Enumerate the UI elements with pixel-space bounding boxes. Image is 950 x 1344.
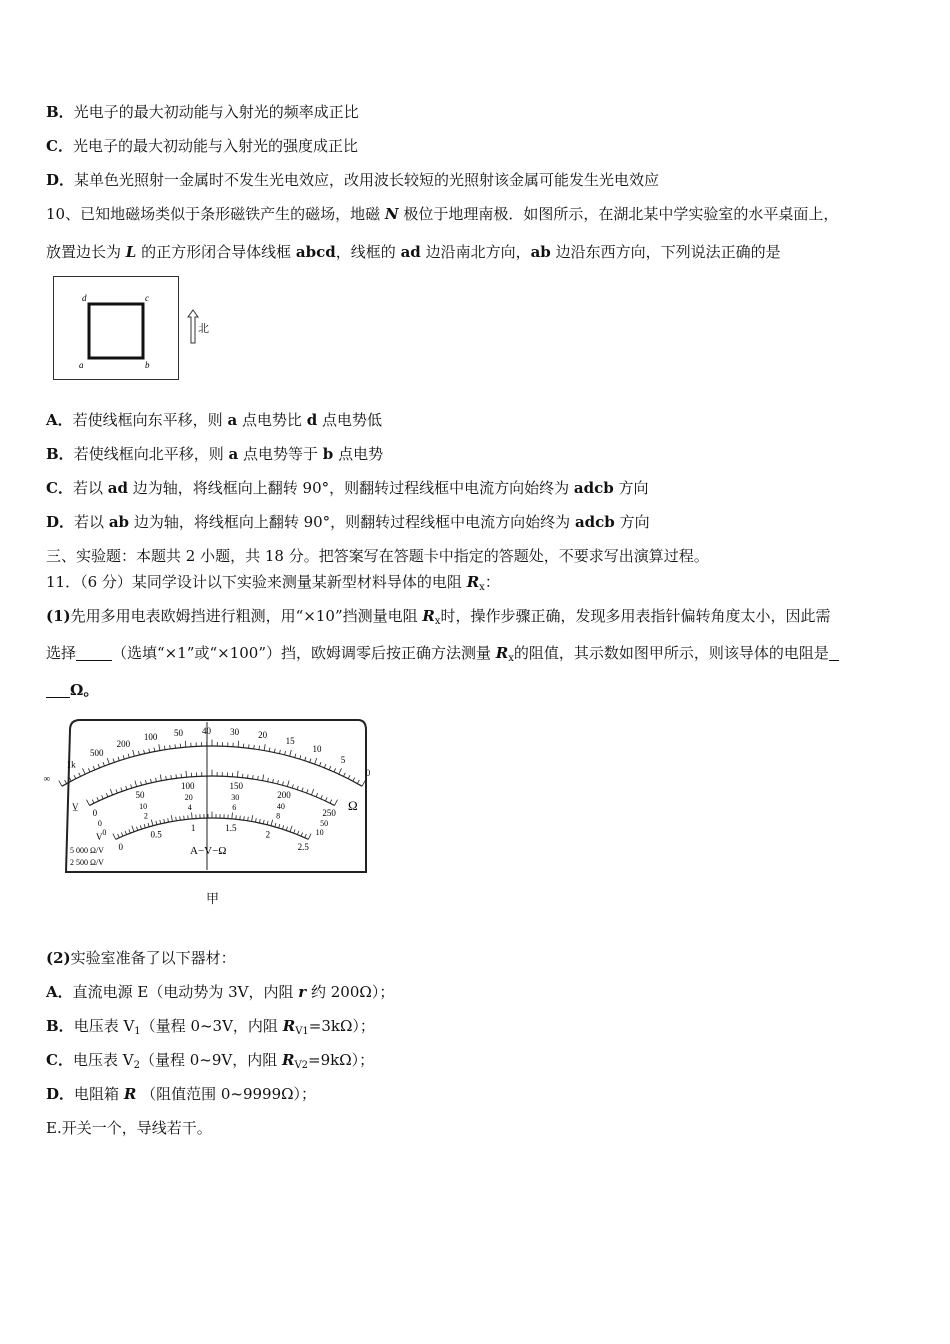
dc-scale-label: 250 (322, 808, 336, 819)
ohm-scale-label: ∞ (43, 773, 50, 784)
q11-number: 11． (46, 573, 81, 591)
q10-stem-text: ，线框的 (335, 243, 396, 261)
dc-scale-label: 100 (180, 781, 195, 792)
item-text: 电阻箱 (74, 1085, 120, 1103)
part-label: (2) (46, 949, 71, 967)
ac-symbol: V (96, 832, 103, 842)
ac-scale-tick (244, 816, 245, 820)
option-key: B． (46, 445, 74, 463)
dc-scale-tick (176, 774, 177, 778)
ohm-scale-label: 100 (143, 732, 158, 743)
point-label: a (228, 445, 239, 463)
dc-scale-label-c: 6 (232, 803, 237, 813)
item-key: B． (46, 1017, 74, 1035)
ac-scale-tick (232, 812, 233, 818)
option-key: C． (46, 479, 73, 497)
option-key: D． (46, 171, 75, 189)
q10-figure (53, 276, 213, 386)
equipment-item-b (46, 1016, 375, 1042)
q11-stem-text: ： (484, 573, 500, 591)
q10-option-c (46, 478, 649, 498)
ohm-scale-tick (170, 745, 171, 749)
dc-scale-tick (248, 774, 249, 778)
sensitivity-2: 2 500 Ω/V (70, 858, 104, 867)
option-text: 边为轴，将线框向上翻转 90°，则翻转过程线框中电流方向始终为 (133, 513, 571, 531)
dc-scale-label-c: 0 (102, 827, 107, 837)
symbol-r: R (495, 644, 509, 662)
item-text: （量程 0~3V，内阻 (140, 1017, 278, 1035)
ohm-scale-label: 30 (230, 726, 240, 737)
ac-scale-tick (180, 816, 181, 820)
item-text: （阻值范围 0~9999Ω）； (141, 1085, 317, 1103)
dc-scale-label: 150 (229, 781, 244, 792)
option-key: D． (46, 513, 75, 531)
dc-scale-label-b: 30 (231, 793, 240, 803)
option-text: 光电子的最大初动能与入射光的强度成正比 (72, 137, 358, 155)
symbol-abcd: abcd (295, 243, 336, 261)
figure-caption: 甲 (206, 892, 220, 907)
equipment-item-e (46, 1118, 212, 1138)
answer-blank-range[interactable] (76, 644, 112, 661)
q10-option-d (46, 512, 650, 532)
symbol-n: N (384, 205, 399, 223)
dc-symbol: V̲ (72, 802, 79, 812)
option-text: 点电势等于 (243, 445, 319, 463)
ac-scale-label: 1.5 (225, 822, 237, 833)
ohm-scale-tick (65, 780, 67, 783)
q11-part1-line2 (46, 643, 839, 669)
subscript: V2 (294, 1060, 309, 1071)
part-text: 的阻值，其示数如图甲所示，则该导体的电阻是 (513, 644, 829, 662)
q9-option-d (46, 170, 659, 190)
ohm-scale-label: 40 (202, 726, 212, 737)
item-key: D． (46, 1085, 75, 1103)
symbol-r: R (281, 1051, 295, 1069)
part-text: 实验室准备了以下器材： (70, 949, 236, 967)
subscript: x (508, 653, 514, 664)
q10-number: 10、 (46, 205, 81, 223)
item-key: A． (46, 983, 73, 1001)
option-key: A． (46, 411, 73, 429)
q11-part2-heading (46, 948, 236, 968)
option-text: 点电势低 (322, 411, 383, 429)
q10-stem-text: 的正方形闭合导体线框 (141, 243, 292, 261)
direction-label: adcb (574, 513, 615, 531)
option-key: B． (46, 103, 74, 121)
multimeter-dial (43, 716, 372, 912)
item-text: E.开关一个，导线若干。 (46, 1119, 212, 1137)
symbol-r: R (466, 573, 480, 591)
dc-scale-label-b: 50 (320, 818, 329, 828)
q10-stem-text: 放置边长为 (46, 243, 122, 261)
ohm-scale-label: 50 (173, 727, 183, 738)
dc-scale-label-c: 2 (143, 811, 148, 821)
part-text: 选择 (46, 644, 77, 662)
corner-b-label: b (145, 360, 150, 370)
option-text: 光电子的最大初动能与入射光的频率成正比 (73, 103, 359, 121)
option-text: 若以 (72, 479, 103, 497)
ac-scale-label: 2 (265, 829, 271, 840)
equipment-item-a (46, 982, 394, 1002)
subscript: V1 (295, 1026, 309, 1037)
subscript: x (434, 616, 441, 627)
option-text: 点电势 (338, 445, 384, 463)
ohm-scale-tick (254, 745, 255, 749)
direction-label: adcb (573, 479, 614, 497)
corner-d-label: d (82, 293, 87, 303)
item-text: =9kΩ）； (308, 1051, 375, 1069)
dc-scale-label-b: 10 (139, 801, 148, 811)
part-label: (1) (46, 607, 71, 625)
axis-label: ab (108, 513, 130, 531)
option-text: 某单色光照射一金属时不发生光电效应，改用波长较短的光照射该金属可能发生光电效应 (74, 171, 660, 189)
ohm-scale-label: 20 (258, 730, 268, 741)
unit-label: Ω。 (70, 681, 99, 699)
symbol-r: R (123, 1085, 137, 1103)
section-heading: 三、实验题：本题共 2 小题，共 18 分。把答案写在答题卡中指定的答题处，不要求写出演算过程。 (46, 547, 709, 565)
item-text: 电压表 V (73, 1017, 135, 1035)
dc-scale-label-b: 20 (184, 793, 193, 803)
option-text: 若使线框向东平移，则 (72, 411, 223, 429)
option-key: C． (46, 137, 73, 155)
figure-border (54, 277, 179, 380)
dc-scale-label-b: 0 (97, 818, 102, 828)
item-key: C． (46, 1051, 73, 1069)
part-text: （选填“×1”或“×100”）挡，欧姆调零后按正确方法测量 (112, 644, 492, 662)
ohm-scale-label: 15 (285, 735, 295, 746)
q11-score: （6 分） (80, 573, 132, 591)
ohm-scale-label: 0 (365, 767, 371, 778)
ac-scale-label: 1 (190, 822, 196, 833)
dc-scale-label-c: 8 (276, 811, 281, 821)
q9-option-c (46, 136, 358, 156)
dc-scale-label-c: 10 (315, 827, 324, 837)
symbol-ad: ad (400, 243, 421, 261)
subscript: x (479, 582, 485, 593)
equipment-item-c (46, 1050, 374, 1076)
q11-part1-line3 (46, 680, 98, 700)
wire-frame (89, 304, 143, 358)
dc-scale-label-b: 40 (276, 801, 285, 811)
q9-option-b (46, 102, 359, 122)
q10-stem-text: 极位于地理南极．如图所示，在湖北某中学实验室的水平桌面上， (403, 205, 839, 223)
q10-option-a (46, 410, 382, 430)
point-label: d (306, 411, 318, 429)
item-text: 电压表 V (72, 1051, 134, 1069)
q10-stem-text: 边沿南北方向， (425, 243, 531, 261)
option-text: 若使线框向北平移，则 (73, 445, 224, 463)
dc-scale-label: 200 (277, 790, 291, 801)
item-text: 直流电源 E（电动势为 3V，内阻 (72, 983, 294, 1001)
equipment-item-d (46, 1084, 316, 1104)
option-text: 若以 (74, 513, 105, 531)
axis-label: ad (107, 479, 128, 497)
part-text: 先用多用电表欧姆挡进行粗测，用“×10”挡测量电阻 (70, 607, 418, 625)
q10-option-b (46, 444, 383, 464)
ohm-symbol: Ω (348, 798, 358, 813)
ohm-scale-tick (185, 741, 186, 747)
symbol-r: R (422, 607, 435, 625)
ac-scale-tick (192, 812, 193, 818)
option-text: 方向 (618, 479, 649, 497)
q10-stem-text: 边沿东西方向，下列说法正确的是 (555, 243, 781, 261)
option-text: 边为轴，将线框向上翻转 90°，则翻转过程线框中电流方向始终为 (132, 479, 570, 497)
point-label: b (322, 445, 334, 463)
q11-part1-line1 (46, 606, 831, 632)
corner-a-label: a (79, 360, 84, 370)
item-text: 约 200Ω）； (310, 983, 395, 1001)
ohm-scale-label: 1k (66, 759, 76, 770)
ohm-scale-label: 200 (116, 738, 131, 749)
part-text: 时，操作步骤正确，发现多用表指针偏转角度太小，因此需 (440, 607, 831, 625)
ohm-scale-label: 10 (312, 744, 322, 755)
subscript: 1 (134, 1026, 141, 1037)
q10-stem-text: 已知地磁场类似于条形磁铁产生的磁场，地磁 (80, 205, 381, 223)
subscript: 2 (133, 1060, 140, 1071)
q10-stem-line2 (46, 242, 781, 262)
sensitivity-1: 5 000 Ω/V (70, 846, 104, 855)
item-text: （量程 0~9V，内阻 (139, 1051, 278, 1069)
point-label: a (227, 411, 238, 429)
ohm-scale-label: 5 (340, 754, 346, 765)
ohm-scale-tick (238, 741, 239, 747)
symbol-ab: ab (530, 243, 551, 261)
symbol-l: L (125, 243, 137, 261)
ohm-scale-tick (59, 781, 62, 787)
option-text: 点电势比 (241, 411, 302, 429)
q10-stem-line1 (46, 204, 838, 224)
center-label: A−V−Ω (190, 845, 227, 857)
answer-blank-resistance[interactable] (829, 644, 839, 661)
ac-scale-label: 2.5 (297, 842, 309, 853)
symbol-r: R (282, 1017, 296, 1035)
corner-c-label: c (145, 293, 149, 303)
answer-blank-resistance-cont[interactable] (46, 681, 70, 698)
dc-scale-label: 0 (92, 808, 98, 819)
q11-stem (46, 572, 500, 598)
ac-scale-label: 0.5 (150, 829, 162, 840)
dc-scale-label: 50 (135, 790, 145, 801)
north-label: 北 (198, 322, 209, 335)
option-text: 方向 (619, 513, 650, 531)
item-text: =3kΩ）； (308, 1017, 375, 1035)
ohm-scale-label: 500 (90, 748, 104, 759)
ac-scale-label: 0 (118, 842, 123, 853)
symbol-r-small: r (298, 983, 307, 1001)
dc-scale-label-c: 4 (187, 803, 192, 813)
q11-stem-text: 某同学设计以下实验来测量某新型材料导体的电阻 (131, 573, 462, 591)
multimeter-dial-figure (43, 716, 372, 912)
